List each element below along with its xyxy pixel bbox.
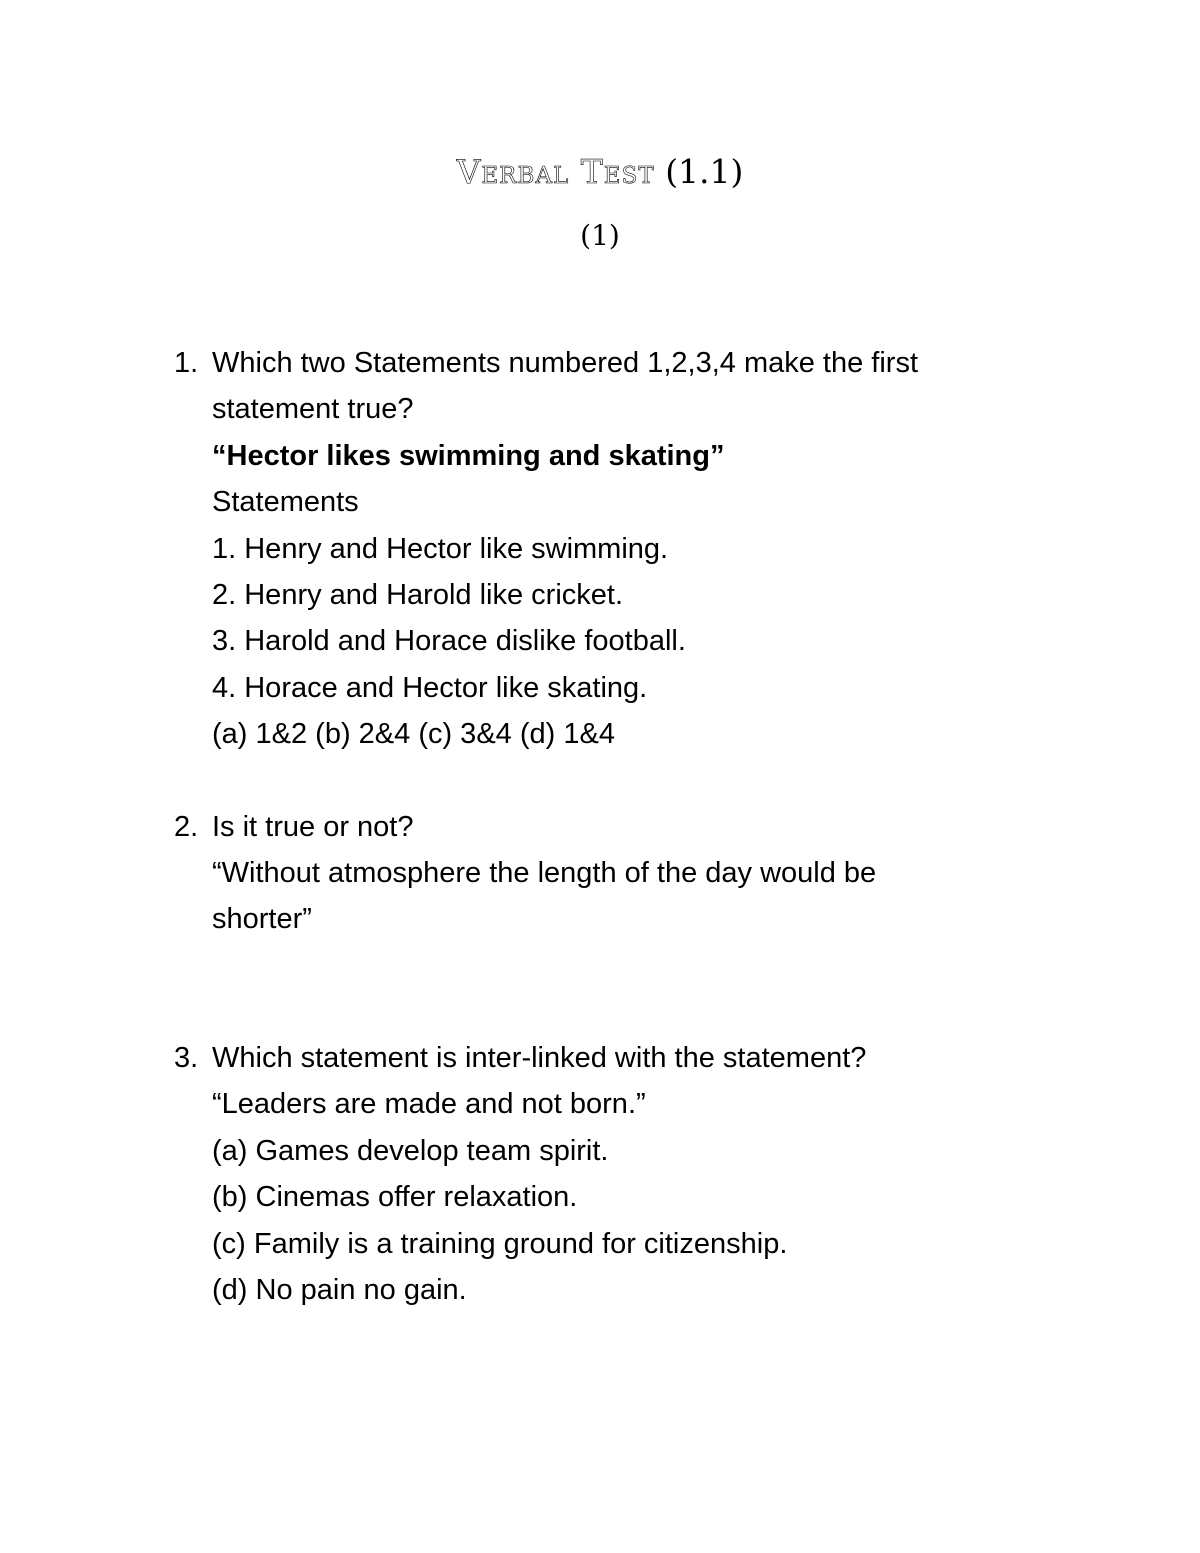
answer-option: (b) Cinemas offer relaxation. bbox=[212, 1181, 578, 1214]
question-quote-line: “Leaders are made and not born.” bbox=[212, 1088, 646, 1121]
title-text: Verbal Test bbox=[456, 152, 655, 191]
answer-option: (d) No pain no gain. bbox=[212, 1273, 467, 1306]
question-body bbox=[212, 1035, 1032, 1313]
statement-item: 4. Horace and Hector like skating. bbox=[212, 671, 648, 704]
question-1 bbox=[0, 340, 1200, 758]
question-list bbox=[0, 340, 1200, 1313]
question-text-line: statement true? bbox=[212, 393, 414, 426]
page-subtitle: (1) bbox=[580, 219, 620, 252]
statement-item: 1. Henry and Hector like swimming. bbox=[212, 532, 669, 565]
answer-options: (a) 1&2 (b) 2&4 (c) 3&4 (d) 1&4 bbox=[212, 718, 615, 751]
question-text-line: Which two Statements numbered 1,2,3,4 make the first bbox=[212, 347, 918, 379]
question-quote-line: shorter” bbox=[212, 903, 312, 936]
question-text-line: Is it true or not? bbox=[212, 810, 414, 843]
answer-option: (a) Games develop team spirit. bbox=[212, 1134, 609, 1167]
question-quote: “Hector likes swimming and skating” bbox=[212, 439, 725, 472]
question-quote-line: “Without atmosphere the length of the day would be bbox=[212, 857, 877, 890]
question-text-line: Which statement is inter-linked with the statement? bbox=[212, 1041, 867, 1074]
question-number: 1. bbox=[174, 347, 199, 379]
statement-item: 2. Henry and Harold like cricket. bbox=[212, 579, 623, 612]
statement-item: 3. Harold and Horace dislike football. bbox=[212, 625, 686, 658]
title-suffix: (1.1) bbox=[665, 152, 744, 191]
page-title bbox=[0, 150, 1200, 194]
answer-option: (c) Family is a training ground for citizenship. bbox=[212, 1227, 788, 1260]
question-body bbox=[212, 340, 1032, 758]
question-number: 2. bbox=[174, 810, 199, 843]
question-number: 3. bbox=[174, 1041, 199, 1074]
question-2 bbox=[0, 804, 1200, 943]
statements-label: Statements bbox=[212, 486, 359, 519]
question-3 bbox=[0, 1035, 1200, 1313]
question-body bbox=[212, 804, 1032, 943]
